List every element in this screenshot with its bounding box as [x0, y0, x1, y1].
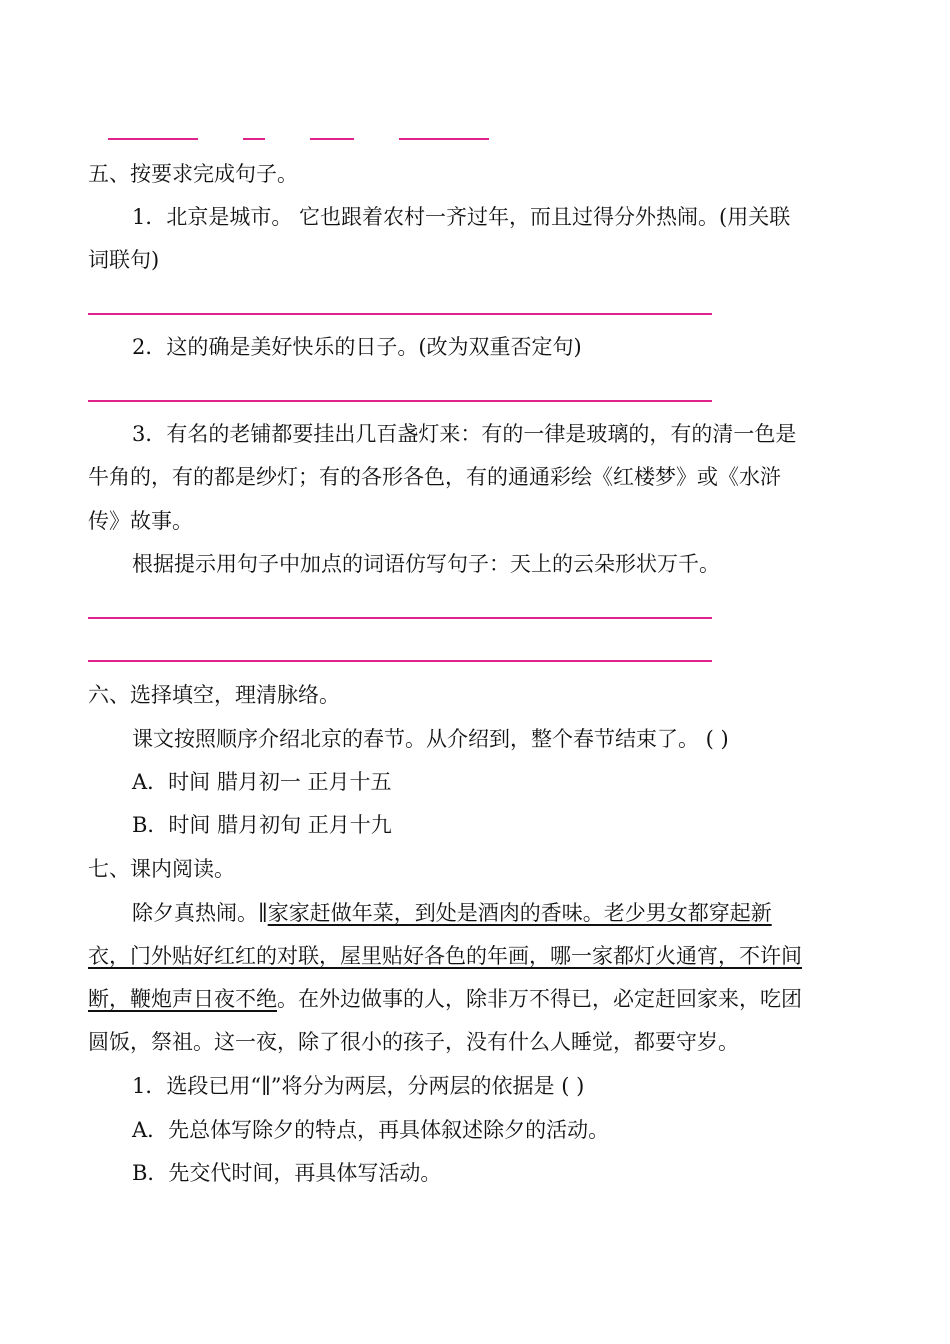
answer-line-5-1[interactable] — [88, 313, 712, 315]
answer-blank-1[interactable] — [108, 138, 198, 140]
answer-blank-3[interactable] — [310, 138, 354, 140]
reading-passage-line-4: 圆饭，祭祖。这一夜，除了很小的孩子，没有什么人睡觉，都要守岁。 — [88, 1030, 739, 1054]
passage-text: 。在外边做事的人，除非万不得已，必定赶回家来，吃团 — [277, 987, 802, 1011]
reading-passage-line-1 — [132, 898, 772, 928]
option-7-1-a: A．先总体写除夕的特点，再具体叙述除夕的活动。 — [132, 1118, 610, 1142]
option-6-b: B．时间 腊月初旬 正月十九 — [132, 813, 392, 837]
option-7-1-b: B．先交代时间，再具体写活动。 — [132, 1161, 442, 1185]
question-5-3-hint: 根据提示用句子中加点的词语仿写句子：天上的云朵形状万千。 — [132, 552, 720, 576]
section-7-heading: 七、课内阅读。 — [88, 857, 235, 881]
underlined-passage-text: 衣，门外贴好红红的对联，屋里贴好各色的年画，哪一家都灯火通宵，不许间 — [88, 944, 802, 968]
question-6: 课文按照顺序介绍北京的春节。从介绍到，整个春节结束了。 ( ) — [132, 727, 729, 751]
answer-blank-2[interactable] — [243, 138, 265, 140]
question-5-3-line-2: 牛角的，有的都是纱灯；有的各形各色，有的通通彩绘《红楼梦》或《水浒 — [88, 465, 781, 489]
question-5-3-line-1: 3．有名的老铺都要挂出几百盏灯来：有的一律是玻璃的，有的清一色是 — [132, 422, 797, 446]
question-5-2: 2．这的确是美好快乐的日子。(改为双重否定句) — [132, 335, 582, 359]
passage-text: 除夕真热闹。∥ — [132, 901, 268, 925]
underlined-passage-text: 家家赶做年菜，到处是酒肉的香味。老少男女都穿起新 — [267, 901, 772, 925]
question-5-1-line-2: 词联句) — [88, 248, 160, 272]
answer-line-5-3b[interactable] — [88, 660, 712, 662]
section-5-heading: 五、按要求完成句子。 — [88, 162, 298, 186]
reading-passage-line-3 — [88, 984, 802, 1014]
answer-blank-4[interactable] — [399, 138, 489, 140]
underlined-passage-text: 断，鞭炮声日夜不绝 — [88, 987, 277, 1011]
question-5-3-line-3: 传》故事。 — [88, 509, 193, 533]
question-5-1-line-1: 1．北京是城市。 它也跟着农村一齐过年，而且过得分外热闹。(用关联 — [132, 205, 791, 229]
question-7-1: 1．选段已用“∥”将分为两层，分两层的依据是 ( ) — [132, 1074, 585, 1098]
section-6-heading: 六、选择填空，理清脉络。 — [88, 683, 340, 707]
answer-line-5-3a[interactable] — [88, 617, 712, 619]
answer-line-5-2[interactable] — [88, 400, 712, 402]
reading-passage-line-2 — [88, 941, 802, 971]
option-6-a: A．时间 腊月初一 正月十五 — [132, 770, 392, 794]
